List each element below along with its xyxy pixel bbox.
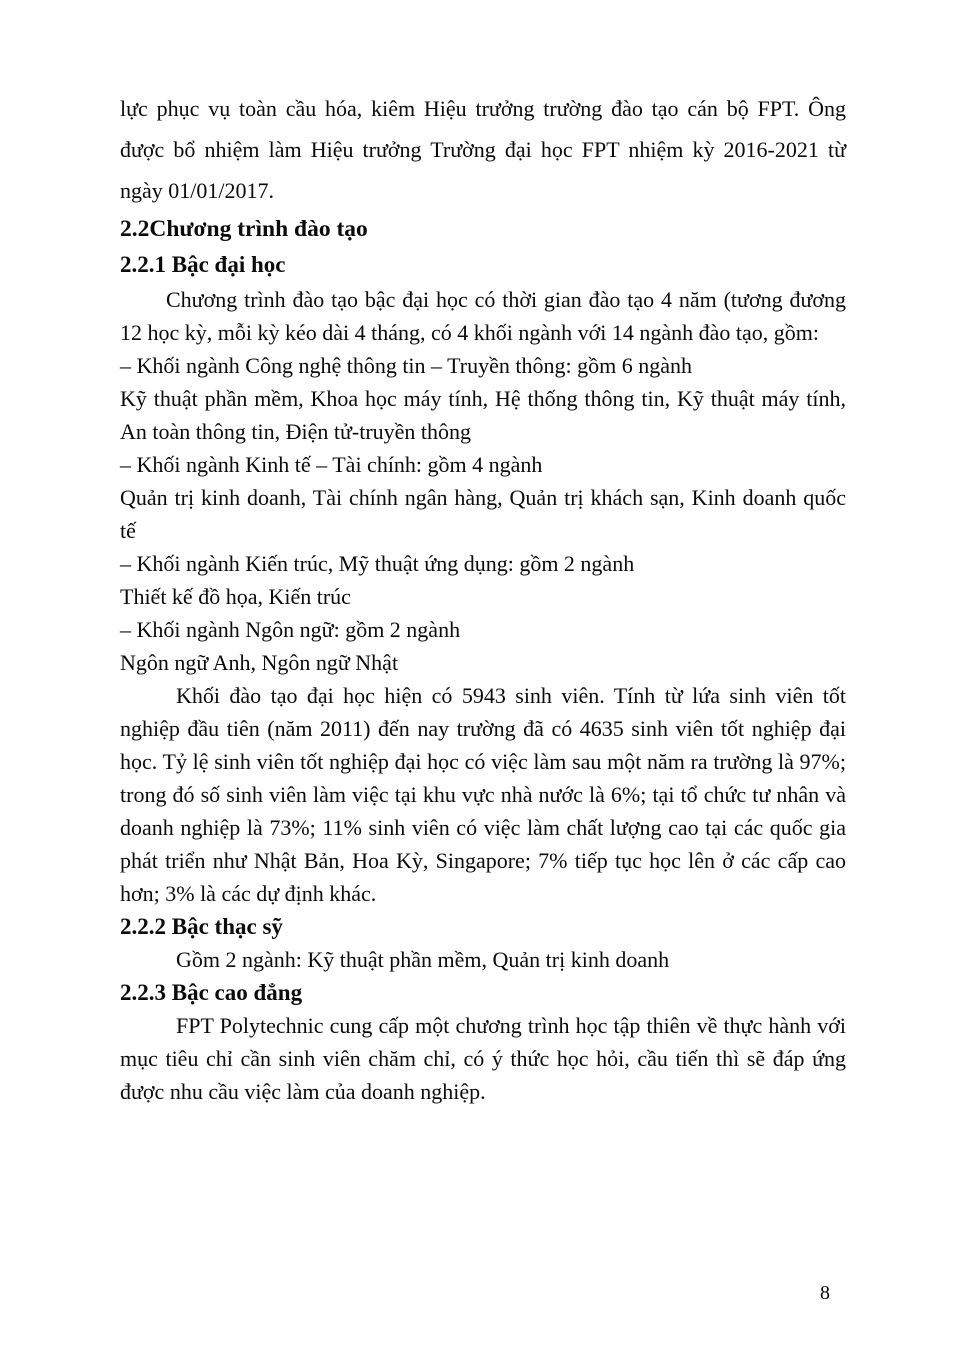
major-group-it: – Khối ngành Công nghệ thông tin – Truyền thông: gồm 6 ngành [120,353,692,378]
section-heading-2-2: 2.2Chương trình đào tạo [120,216,368,242]
major-detail-architecture: Thiết kế đồ họa, Kiến trúc [120,584,351,609]
college-paragraph: FPT Polytechnic cung cấp một chương trình học tập thiên về thực hành với mục tiêu chỉ cần sinh viên chăm chỉ, có ý thức học hỏi, cầu tiến thì sẽ đáp ứng được nhu cầu việc làm của doanh nghiệp. [120,1013,846,1104]
page-number: 8 [820,1282,830,1304]
major-group-economics: – Khối ngành Kinh tế – Tài chính: gồm 4 ngành [120,452,543,477]
document-content [120,88,846,1108]
major-group-language: – Khối ngành Ngôn ngữ: gồm 2 ngành [120,617,461,642]
master-paragraph: Gồm 2 ngành: Kỹ thuật phần mềm, Quản trị kinh doanh [176,947,670,972]
intro-continuation-paragraph: lực phục vụ toàn cầu hóa, kiêm Hiệu trưởng trường đào tạo cán bộ FPT. Ông được bổ nhiệm làm Hiệu trưởng Trường đại học FPT nhiệm kỳ 2016-2021 từ ngày 01/01/2017. [120,96,846,203]
bachelor-intro-paragraph: Chương trình đào tạo bậc đại học có thời gian đào tạo 4 năm (tương đương 12 học kỳ, mỗi kỳ kéo dài 4 tháng, có 4 khối ngành với 14 ngành đào tạo, gồm: [120,287,846,345]
major-group-architecture: – Khối ngành Kiến trúc, Mỹ thuật ứng dụng: gồm 2 ngành [120,551,635,576]
subsection-heading-2-2-3: 2.2.3 Bậc cao đẳng [120,980,303,1005]
major-detail-economics: Quản trị kinh doanh, Tài chính ngân hàng, Quản trị khách sạn, Kinh doanh quốc tế [120,485,846,543]
subsection-heading-2-2-1: 2.2.1 Bậc đại học [120,252,286,277]
bachelor-stats-paragraph: Khối đào tạo đại học hiện có 5943 sinh viên. Tính từ lứa sinh viên tốt nghiệp đầu tiên (năm 2011) đến nay trường đã có 4635 sinh viên tốt nghiệp đại học. Tỷ lệ sinh viên tốt nghiệp đại học có việc làm sau một năm ra trường là 97%; trong đó số sinh viên làm việc tại khu vực nhà nước là 6%; tại tổ chức tư nhân và doanh nghiệp là 73%; 11% sinh viên có việc làm chất lượng cao tại các quốc gia phát triển như Nhật Bản, Hoa Kỳ, Singapore; 7% tiếp tục học lên ở các cấp cao hơn; 3% là các dự định khác. [120,683,846,906]
subsection-heading-2-2-2: 2.2.2 Bậc thạc sỹ [120,914,283,939]
major-detail-it: Kỹ thuật phần mềm, Khoa học máy tính, Hệ thống thông tin, Kỹ thuật máy tính, An toàn thông tin, Điện tử-truyền thông [120,386,846,444]
major-detail-language: Ngôn ngữ Anh, Ngôn ngữ Nhật [120,650,399,675]
